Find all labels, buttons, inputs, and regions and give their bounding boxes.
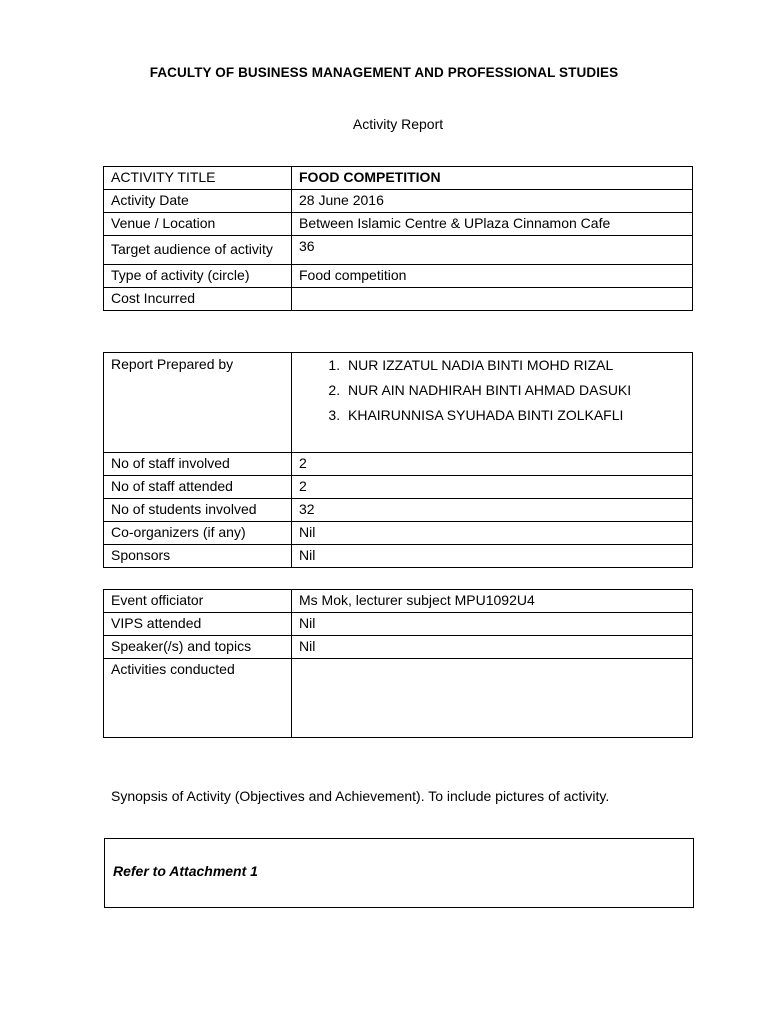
- staff-details-table: [103, 352, 693, 568]
- table-row: [104, 476, 693, 499]
- speakers-label: Speaker(/s) and topics: [104, 636, 292, 659]
- table-row: [104, 613, 693, 636]
- activity-type-value: Food competition: [292, 265, 693, 288]
- activity-type-label: Type of activity (circle): [104, 265, 292, 288]
- report-type-heading: Activity Report: [352, 116, 444, 132]
- activity-title-value: FOOD COMPETITION: [292, 167, 693, 190]
- table-row: [104, 545, 693, 568]
- target-audience-label: Target audience of activity: [104, 236, 292, 265]
- list-item: 3. KHAIRUNNISA SYUHADA BINTI ZOLKAFLI: [344, 403, 685, 428]
- table-row: [104, 236, 693, 265]
- event-officiator-value: Ms Mok, lecturer subject MPU1092U4: [292, 590, 693, 613]
- vips-attended-value: Nil: [292, 613, 693, 636]
- venue-value: Between Islamic Centre & UPlaza Cinnamon Cafe: [292, 213, 693, 236]
- table-row: [104, 659, 693, 738]
- speakers-value: Nil: [292, 636, 693, 659]
- event-officiator-label: Event officiator: [104, 590, 292, 613]
- co-organizers-label: Co-organizers (if any): [104, 522, 292, 545]
- activities-conducted-value: [292, 659, 693, 738]
- sponsors-label: Sponsors: [104, 545, 292, 568]
- synopsis-content: Refer to Attachment 1: [113, 863, 258, 879]
- table-row: [104, 190, 693, 213]
- staff-involved-label: No of staff involved: [104, 453, 292, 476]
- list-item: 1. NUR IZZATUL NADIA BINTI MOHD RIZAL: [344, 353, 685, 378]
- faculty-heading: FACULTY OF BUSINESS MANAGEMENT AND PROFESSIONAL STUDIES: [149, 65, 619, 80]
- staff-attended-value: 2: [292, 476, 693, 499]
- activities-conducted-label: Activities conducted: [104, 659, 292, 738]
- table-row: [104, 167, 693, 190]
- target-audience-value: 36: [292, 236, 693, 265]
- cost-incurred-value: [292, 288, 693, 311]
- list-item: 2. NUR AIN NADHIRAH BINTI AHMAD DASUKI: [344, 378, 685, 403]
- staff-attended-label: No of staff attended: [104, 476, 292, 499]
- students-involved-value: 32: [292, 499, 693, 522]
- activity-title-label: ACTIVITY TITLE: [104, 167, 292, 190]
- vips-attended-label: VIPS attended: [104, 613, 292, 636]
- table-row: [104, 590, 693, 613]
- table-row: [104, 636, 693, 659]
- venue-label: Venue / Location: [104, 213, 292, 236]
- co-organizers-value: Nil: [292, 522, 693, 545]
- table-row: [104, 499, 693, 522]
- activity-details-table: [103, 166, 693, 311]
- table-row: [104, 265, 693, 288]
- table-row: [104, 213, 693, 236]
- synopsis-label: Synopsis of Activity (Objectives and Achievement). To include pictures of activity.: [111, 788, 610, 804]
- synopsis-box: [104, 838, 694, 908]
- table-row: [104, 353, 693, 453]
- prepared-by-value: [292, 353, 693, 453]
- cost-incurred-label: Cost Incurred: [104, 288, 292, 311]
- event-details-table: [103, 589, 693, 738]
- table-row: [104, 453, 693, 476]
- sponsors-value: Nil: [292, 545, 693, 568]
- table-row: [104, 288, 693, 311]
- activity-date-value: 28 June 2016: [292, 190, 693, 213]
- prepared-by-label: Report Prepared by: [104, 353, 292, 453]
- table-row: [104, 522, 693, 545]
- students-involved-label: No of students involved: [104, 499, 292, 522]
- activity-date-label: Activity Date: [104, 190, 292, 213]
- staff-involved-value: 2: [292, 453, 693, 476]
- preparers-list: [299, 353, 685, 428]
